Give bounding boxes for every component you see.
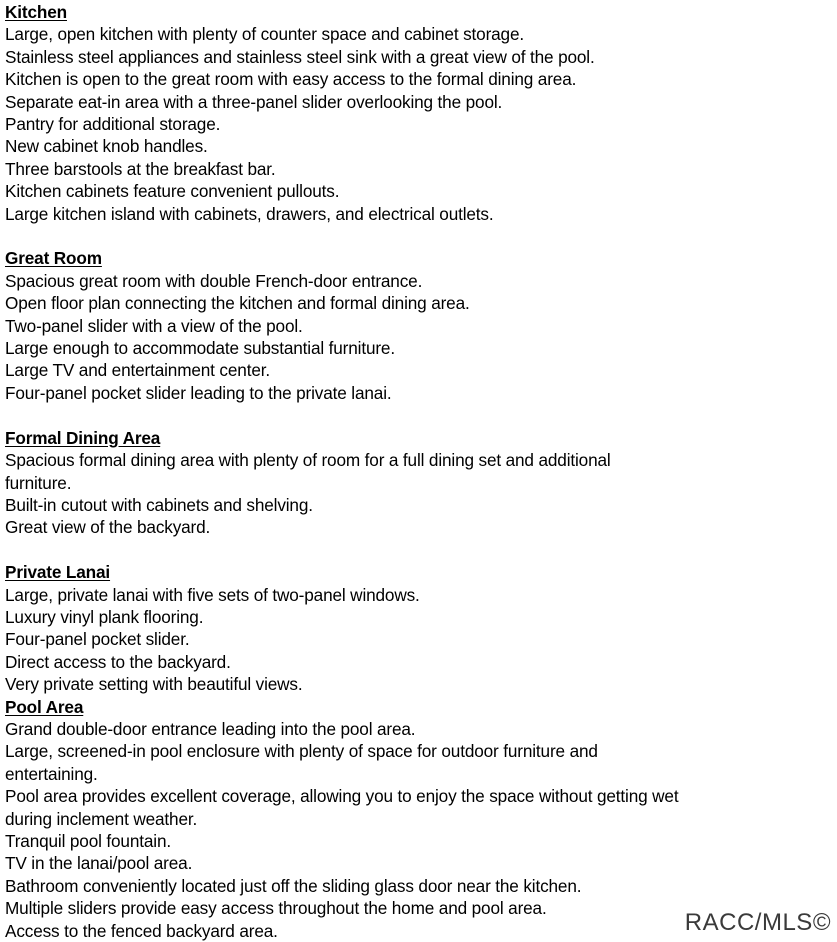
pool-area-line: Bathroom conveniently located just off the sliding glass door near the kitchen. — [5, 875, 582, 896]
section-spacer — [5, 539, 825, 561]
great-room-line: Spacious great room with double French-door entrance. — [5, 270, 423, 291]
great-room-line: Four-panel pocket slider leading to the private lanai. — [5, 382, 392, 403]
pool-area-line: Tranquil pool fountain. — [5, 830, 171, 851]
pool-area-line: entertaining. — [5, 763, 98, 784]
pool-area-line: Grand double-door entrance leading into the pool area. — [5, 718, 416, 739]
pool-area-line: TV in the lanai/pool area. — [5, 853, 193, 874]
section-title-private-lanai: Private Lanai — [5, 562, 111, 583]
document-body — [5, 1, 825, 942]
pool-area-line: Multiple sliders provide easy access throughout the home and pool area. — [5, 898, 547, 919]
section-great-room — [5, 247, 825, 404]
private-lanai-line: Four-panel pocket slider. — [5, 629, 190, 650]
kitchen-line: Three barstools at the breakfast bar. — [5, 158, 276, 179]
section-formal-dining-area — [5, 427, 825, 539]
great-room-line: Two-panel slider with a view of the pool. — [5, 315, 303, 336]
section-title-kitchen: Kitchen — [5, 2, 67, 22]
section-title-pool-area: Pool Area — [5, 696, 84, 717]
private-lanai-line: Direct access to the backyard. — [5, 651, 231, 672]
pool-area-line: Pool area provides excellent coverage, allowing you to enjoy the space without getting wet — [5, 786, 679, 807]
section-title-formal-dining-area: Formal Dining Area — [5, 427, 161, 448]
formal-dining-line: furniture. — [5, 472, 72, 493]
kitchen-line: Pantry for additional storage. — [5, 114, 221, 135]
formal-dining-line: Great view of the backyard. — [5, 517, 211, 538]
kitchen-line: Kitchen is open to the great room with easy access to the formal dining area. — [5, 69, 577, 90]
private-lanai-line: Luxury vinyl plank flooring. — [5, 606, 204, 627]
kitchen-line: Kitchen cabinets feature convenient pullouts. — [5, 181, 340, 202]
private-lanai-line: Large, private lanai with five sets of two-panel windows. — [5, 584, 420, 605]
pool-area-line: Large, screened-in pool enclosure with plenty of space for outdoor furniture and — [5, 741, 598, 762]
great-room-line: Open floor plan connecting the kitchen and formal dining area. — [5, 293, 470, 314]
formal-dining-line: Spacious formal dining area with plenty of room for a full dining set and additional — [5, 450, 611, 471]
private-lanai-line: Very private setting with beautiful views. — [5, 674, 303, 695]
great-room-line: Large enough to accommodate substantial furniture. — [5, 338, 395, 359]
kitchen-line: Stainless steel appliances and stainless steel sink with a great view of the pool. — [5, 46, 595, 67]
great-room-line: Large TV and entertainment center. — [5, 360, 270, 381]
kitchen-line: Large kitchen island with cabinets, drawers, and electrical outlets. — [5, 203, 494, 224]
kitchen-line: New cabinet knob handles. — [5, 136, 208, 157]
mls-watermark: RACC/MLS© — [684, 909, 831, 936]
formal-dining-line: Built-in cutout with cabinets and shelving. — [5, 494, 313, 515]
section-spacer — [5, 404, 825, 426]
pool-area-line: Access to the fenced backyard area. — [5, 920, 278, 941]
section-kitchen — [5, 1, 825, 225]
kitchen-line: Large, open kitchen with plenty of counter space and cabinet storage. — [5, 24, 524, 45]
kitchen-line: Separate eat-in area with a three-panel slider overlooking the pool. — [5, 91, 503, 112]
pool-area-line: during inclement weather. — [5, 808, 198, 829]
section-private-lanai — [5, 561, 825, 695]
section-pool-area — [5, 696, 825, 942]
section-title-great-room: Great Room — [5, 248, 102, 269]
section-spacer — [5, 225, 825, 247]
